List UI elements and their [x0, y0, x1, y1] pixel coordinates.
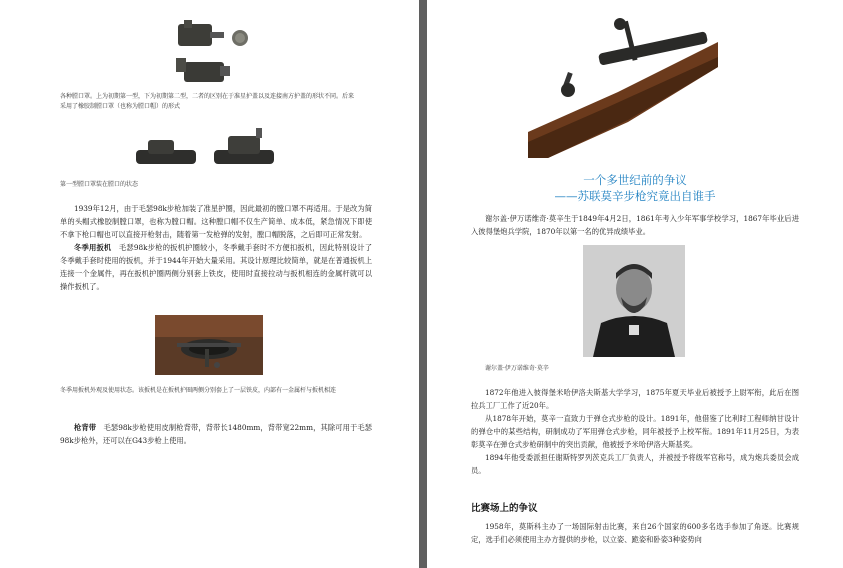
- spine-divider: [419, 0, 427, 568]
- muzzle-cover-photo: [160, 18, 270, 90]
- paragraph: 1872年他进入彼得堡米哈伊洛夫斯基大学学习，1875年夏天毕业后被授予上尉军衔，此后在图拉兵工厂工作了近20年。: [471, 388, 799, 410]
- paragraph: 从1878年开始，莫辛一直致力于弹仓式步枪的设计。1891年，他借鉴了比利时工程师纳甘设计的弹仓中的某些结构，研制成功了军用弹仓式步枪，同年被授予上校军衔。1891年11月25日，为表彰莫辛在弹仓式步枪研制中的突出贡献，他被授予米哈伊洛大斯基奖。: [471, 414, 799, 449]
- right-body-block-2: [471, 386, 799, 477]
- paragraph-text: 毛瑟98k步枪使用皮制枪背带，背带长1480mm，背带宽22mm，其除可用于毛瑟98k步枪外，还可以在G43步枪上使用。: [60, 423, 372, 445]
- section-lead: 枪背带: [74, 423, 97, 432]
- muzzle-on-barrel-photo: [130, 124, 280, 176]
- muzzle-cover-caption: 各种膛口罩。上为初期第一型，下为初期第二型，二者的区别在于准星护盖以及连接南方护盖的形状不同。后来采用了橡胶制膛口罩（也称为膛口帽）的形式: [60, 93, 355, 110]
- rifle-bolt-photo: [528, 12, 718, 158]
- paragraph: 1939年12月，由于毛瑟98k步枪加装了准星护圈，因此最初的膛口罩不再适用。于是改为简单的头帽式橡胶制膛口罩，也称为膛口帽。这种膛口帽不仅生产简单、成本低，紧急情况下即使不拿下枪口帽也可以直接开枪射击，随着第一发枪弹的发射，膛口帽脱落，之后即可正常发射。: [60, 204, 372, 239]
- article-subtitle: ——苏联莫辛步枪究竟出自谁手: [554, 189, 716, 203]
- section-lead: 冬季用扳机: [74, 243, 112, 252]
- left-body-block-2: [60, 421, 372, 447]
- section-heading: 比赛场上的争议: [471, 503, 538, 514]
- right-body-block-3: [471, 520, 799, 546]
- right-body-block-1: [471, 212, 799, 238]
- mosin-portrait: [583, 245, 685, 357]
- left-page: [0, 0, 419, 568]
- paragraph: [60, 241, 372, 293]
- article-title: 一个多世纪前的争议: [583, 173, 687, 187]
- muzzle-on-barrel-caption: 第一型膛口罩装在膛口的状态: [60, 181, 139, 188]
- winter-trigger-caption: 冬季用扳机外观及使用状态。该扳机是在扳机护圈两侧分别套上了一层铁皮，内部有一金属杆与扳机相连: [60, 387, 337, 394]
- left-body-block-1: [60, 202, 372, 293]
- paragraph: 1894年他受委派担任谢斯特罗列茨克兵工厂负责人，并被授予将级军官称号，成为炮兵委员会成员。: [471, 453, 799, 475]
- winter-trigger-photo: [155, 315, 263, 375]
- portrait-caption: 谢尔盖·伊万诺维奇·莫辛: [485, 365, 549, 372]
- paragraph: 谢尔盖·伊万诺维奇·莫辛生于1849年4月2日，1861年考入少年军事学校学习，1867年毕业后进入彼得堡炮兵学院，1870年以第一名的优异成绩毕业。: [471, 214, 799, 236]
- right-page: [427, 0, 843, 568]
- paragraph-text: 毛瑟98k步枪的扳机护圈较小，冬季戴手套时不方便扣扳机，因此特别设计了冬季戴手套时使用的扳机，并于1944年开始大量采用。其设计原理比较简单，就是在普通扳机上连接一个金属件，再在扳机护圈两侧分别套上铁皮，使用时直接拉动与扳机相连的金属杆就可以操作扳机了。: [60, 243, 372, 291]
- paragraph: [60, 421, 372, 447]
- paragraph: 1958年，莫斯科主办了一场国际射击比赛，来自26个国家的600多名选手参加了角逐。比赛规定，选手们必须使用主办方提供的步枪，以立姿、跪姿和卧姿3种姿势向: [471, 522, 799, 544]
